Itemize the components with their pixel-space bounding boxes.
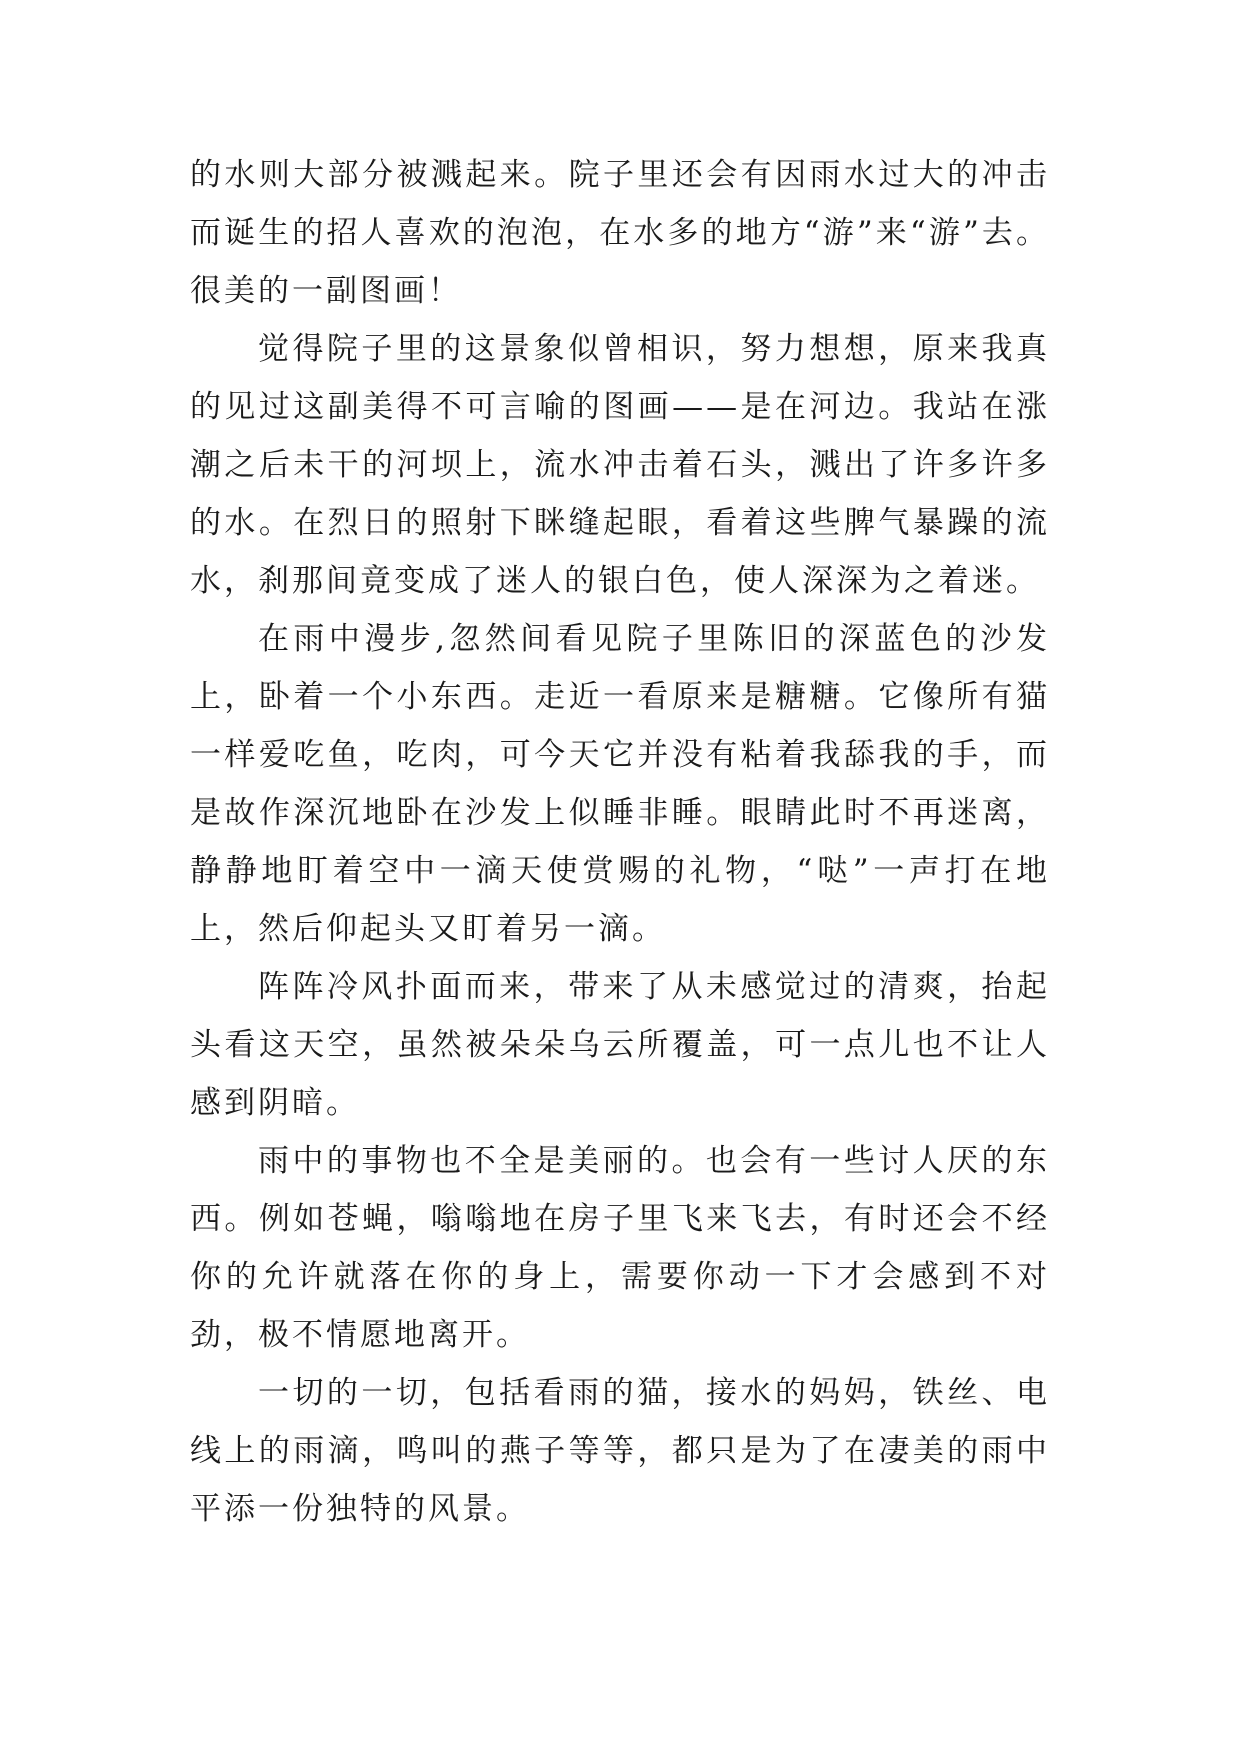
- paragraph-5: 雨中的事物也不全是美丽的。也会有一些讨人厌的东西。例如苍蝇，嗡嗡地在房子里飞来飞去，有时还会不经你的允许就落在你的身上，需要你动一下才会感到不对劲，极不情愿地离开。: [190, 1143, 1050, 1353]
- paragraph-4: 阵阵冷风扑面而来，带来了从未感觉过的清爽，抬起头看这天空，虽然被朵朵乌云所覆盖，可一点儿也不让人感到阴暗。: [190, 969, 1050, 1121]
- paragraph-3: 在雨中漫步,忽然间看见院子里陈旧的深蓝色的沙发上，卧着一个小东西。走近一看原来是糖糖。它像所有猫一样爱吃鱼，吃肉，可今天它并没有粘着我舔我的手，而是故作深沉地卧在沙发上似睡非睡。眼睛此时不再迷离，静静地盯着空中一滴天使赏赐的礼物，“哒”一声打在地上，然后仰起头又盯着另一滴。: [190, 621, 1050, 947]
- paragraph-6: 一切的一切，包括看雨的猫，接水的妈妈，铁丝、电线上的雨滴，鸣叫的燕子等等，都只是为了在凄美的雨中平添一份独特的风景。: [190, 1375, 1050, 1527]
- paragraph-2: 觉得院子里的这景象似曾相识，努力想想，原来我真的见过这副美得不可言喻的图画——是在河边。我站在涨潮之后未干的河坝上，流水冲击着石头，溅出了许多许多的水。在烈日的照射下眯缝起眼，看着这些脾气暴躁的流水，刹那间竟变成了迷人的银白色，使人深深为之着迷。: [190, 331, 1050, 599]
- document-body: [190, 146, 1050, 1538]
- paragraph-1: 的水则大部分被溅起来。院子里还会有因雨水过大的冲击而诞生的招人喜欢的泡泡，在水多的地方“游”来“游”去。很美的一副图画！: [190, 157, 1050, 309]
